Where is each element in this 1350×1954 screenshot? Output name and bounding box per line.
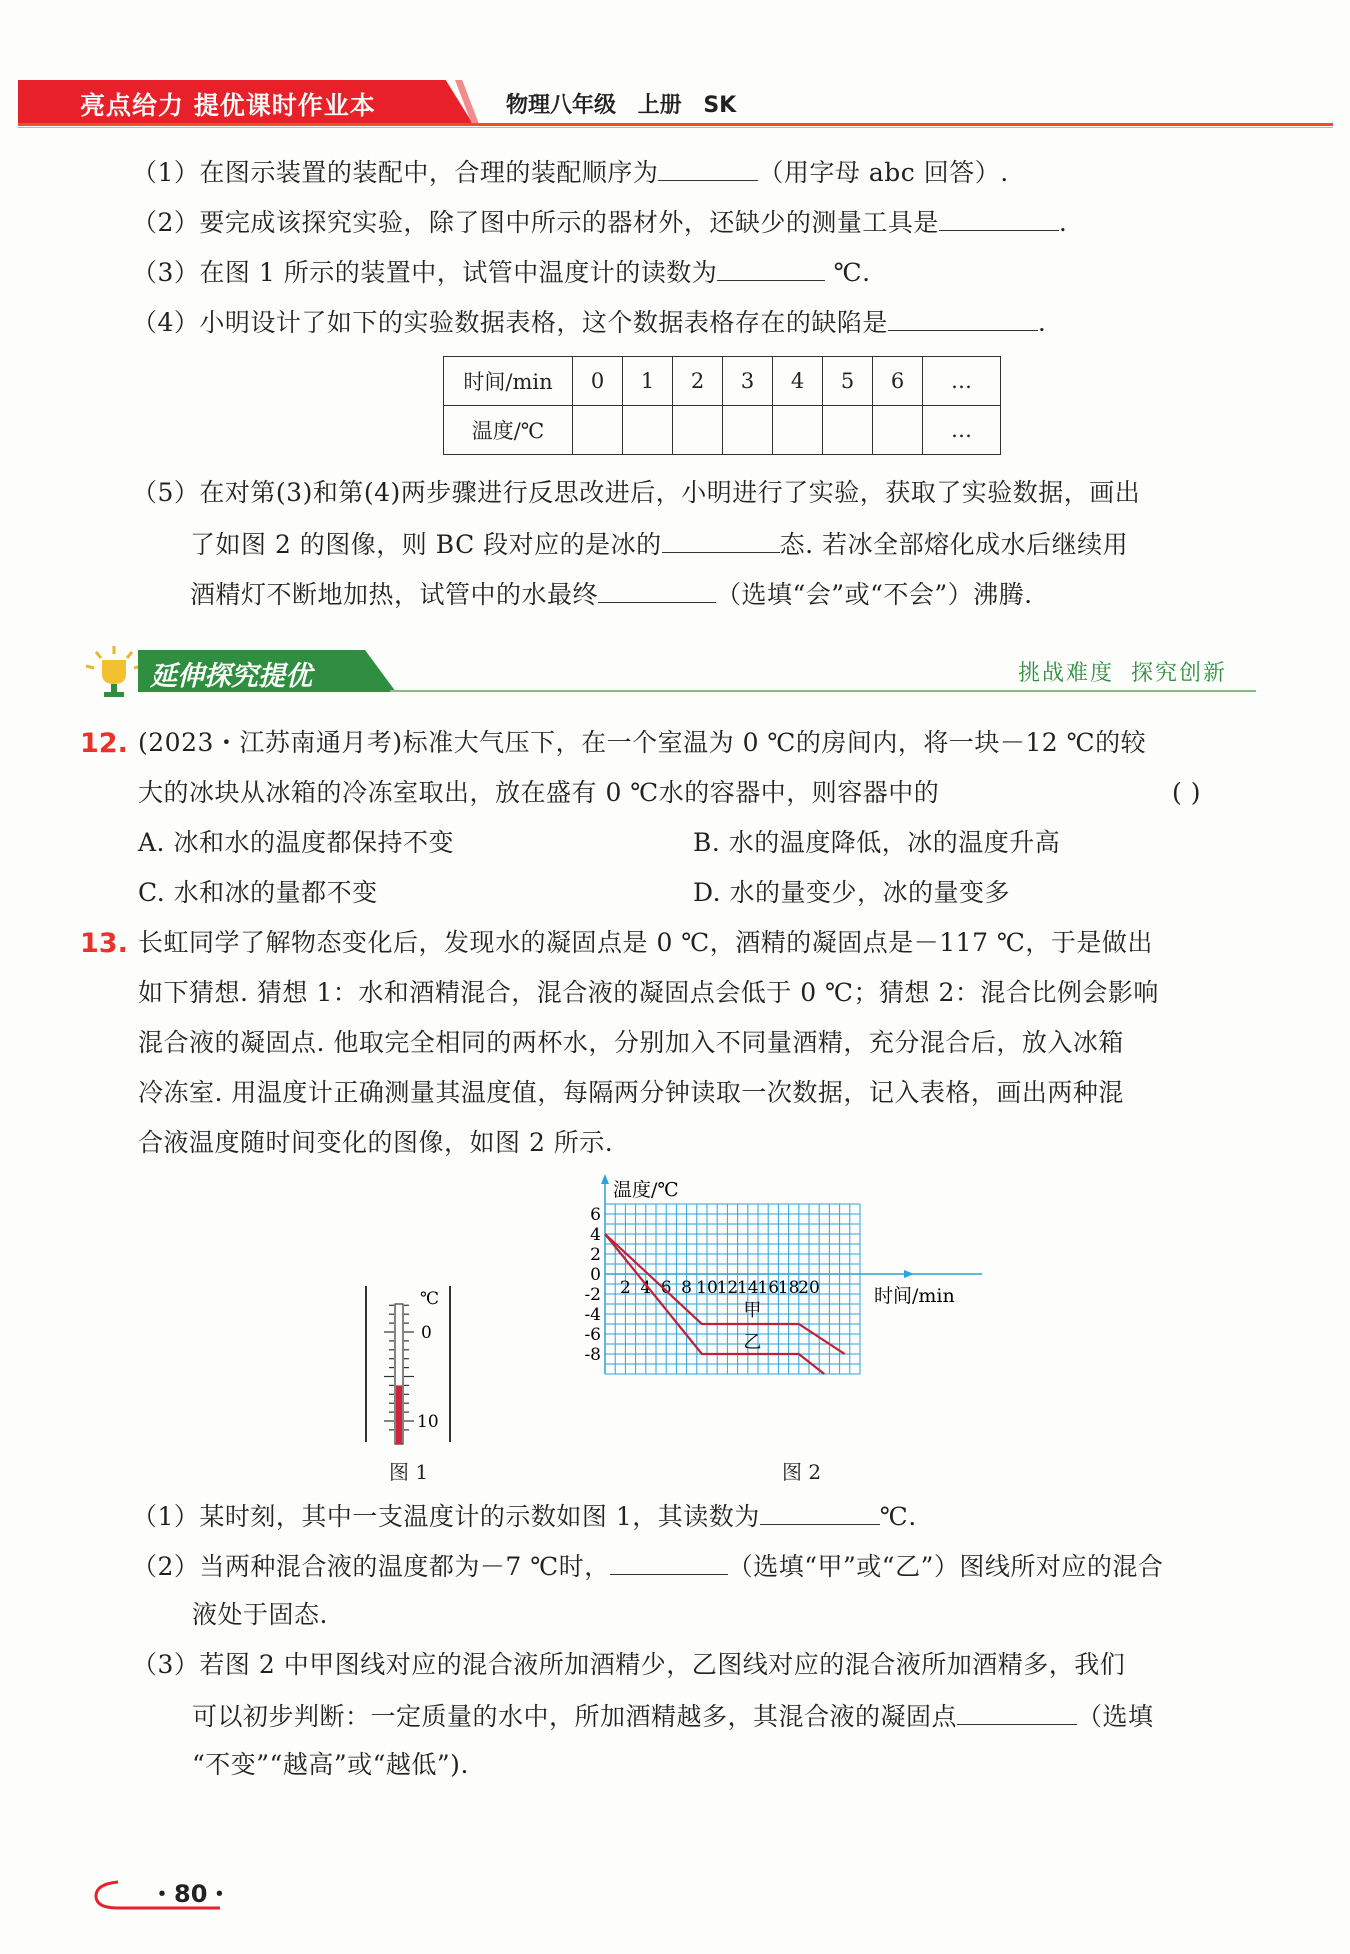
- option-a[interactable]: A. 冰和水的温度都保持不变: [138, 828, 454, 857]
- chart-series-label: 甲: [743, 1300, 762, 1321]
- table-cell: 1: [623, 357, 673, 406]
- option-c[interactable]: C. 水和冰的量都不变: [138, 878, 378, 907]
- q11-part2: [132, 204, 1067, 240]
- chart-y-axis-arrow: [601, 1174, 609, 1184]
- table-cell[interactable]: [873, 406, 923, 455]
- q13-part3-text-end: （选填: [1077, 1702, 1154, 1731]
- q13-part3-text: 可以初步判断：一定质量的水中，所加酒精越多，其混合液的凝固点: [192, 1702, 958, 1731]
- chart-y-tick-label: 6: [590, 1205, 601, 1225]
- option-b[interactable]: B. 水的温度降低，冰的温度升高: [693, 828, 1061, 857]
- table-cell: 0: [573, 357, 623, 406]
- q13-part1: [132, 1498, 917, 1534]
- chart-x-tick-label: 20: [798, 1278, 820, 1298]
- table-cell: …: [923, 357, 1001, 406]
- q13-part3-line2: [192, 1698, 1154, 1734]
- q11-part3-text: （3）在图 1 所示的装置中，试管中温度计的读数为: [132, 258, 718, 287]
- q12-line2: 大的冰块从冰箱的冷冻室取出，放在盛有 0 ℃水的容器中，则容器中的: [138, 778, 940, 807]
- answer-blank[interactable]: [662, 526, 780, 553]
- answer-blank[interactable]: [760, 1498, 880, 1525]
- temperature-time-chart: [560, 1174, 1060, 1450]
- header-rule-thin: [18, 127, 1333, 128]
- table-cell[interactable]: [773, 406, 823, 455]
- q11-part2-text: （2）要完成该探究实验，除了图中所示的器材外，还缺少的测量工具是: [132, 208, 939, 237]
- chart-x-tick-label: 2: [619, 1278, 631, 1298]
- section-tagline: 挑战难度 探究创新: [1018, 661, 1227, 686]
- answer-blank[interactable]: [598, 576, 716, 603]
- table-cell: 2: [673, 357, 723, 406]
- table-cell[interactable]: [573, 406, 623, 455]
- q13-part2-text-end: （选填“甲”或“乙”）图线所对应的混合: [727, 1552, 1164, 1581]
- data-table: [443, 356, 1001, 455]
- thermometer-liquid: [396, 1385, 402, 1444]
- question-number: 13.: [80, 928, 128, 959]
- chart-y-axis-title: 温度/℃: [613, 1179, 679, 1201]
- table-row: [444, 406, 1001, 455]
- table-header-cell: 时间/min: [444, 357, 573, 406]
- table-cell[interactable]: [623, 406, 673, 455]
- q13-line2: 如下猜想. 猜想 1：水和酒精混合，混合液的凝固点会低于 0 ℃；猜想 2：混合比例会影响: [138, 978, 1159, 1007]
- q11-part5-text-end: 态. 若冰全部熔化成水后继续用: [779, 530, 1129, 559]
- q11-part4-text: （4）小明设计了如下的实验数据表格，这个数据表格存在的缺陷是: [132, 308, 888, 337]
- question-number: 12.: [80, 728, 128, 759]
- q11-part5-line2: [190, 526, 1128, 562]
- trophy-icon: [82, 644, 146, 700]
- chart-x-tick-label: 8: [681, 1278, 693, 1298]
- page-number: ・80・: [150, 1880, 232, 1908]
- answer-blank[interactable]: [610, 1548, 728, 1575]
- chart-y-tick-label: -4: [584, 1305, 601, 1325]
- q13-part1-text: （1）某时刻，其中一支温度计的示数如图 1，其读数为: [132, 1502, 760, 1531]
- chart-series-label: 乙: [743, 1332, 762, 1353]
- q13-line1: 长虹同学了解物态变化后，发现水的凝固点是 0 ℃，酒精的凝固点是－117 ℃，于是做出: [138, 928, 1153, 957]
- chart-y-tick-label: 0: [590, 1265, 601, 1285]
- chart-y-tick-label: -2: [584, 1285, 601, 1305]
- q13-part3-line3: “不变”“越高”或“越低”).: [192, 1750, 469, 1779]
- q11-part5-text-end: （选填“会”或“不会”）沸腾.: [716, 580, 1033, 609]
- thermometer-figure: [352, 1280, 462, 1450]
- thermometer-unit: ℃: [420, 1289, 440, 1309]
- table-cell[interactable]: [673, 406, 723, 455]
- chart-y-tick-label: -8: [584, 1345, 601, 1365]
- q11-part3-unit: ℃.: [833, 258, 871, 287]
- figure1-caption: 图 1: [389, 1460, 429, 1484]
- table-cell[interactable]: [723, 406, 773, 455]
- q13-line4: 冷冻室. 用温度计正确测量其温度值，每隔两分钟读取一次数据，记入表格，画出两种混: [138, 1078, 1124, 1107]
- table-cell: …: [923, 406, 1001, 455]
- q11-part5-line1: （5）在对第(3)和第(4)两步骤进行反思改进后，小明进行了实验，获取了实验数据，画出: [132, 478, 1141, 507]
- q11-part1: [132, 154, 1009, 190]
- section-title: 延伸探究提优: [150, 661, 312, 692]
- chart-x-tick-label: 16: [757, 1278, 780, 1298]
- q11-part4-end: .: [1037, 308, 1047, 337]
- option-d[interactable]: D. 水的量变少，冰的量变多: [693, 878, 1011, 907]
- answer-blank[interactable]: [957, 1698, 1077, 1725]
- q11-part1-text: （1）在图示装置的装配中，合理的装配顺序为: [132, 158, 659, 187]
- q12-line1: (2023・江苏南通月考)标准大气压下，在一个室温为 0 ℃的房间内，将一块－12 ℃的较: [138, 728, 1147, 757]
- q11-part3: [132, 254, 871, 290]
- figure2-caption: 图 2: [782, 1460, 822, 1484]
- thermometer-label-0: 0: [421, 1323, 432, 1343]
- q13-part2-line2: 液处于固态.: [192, 1600, 328, 1629]
- chart-y-tick-label: -6: [584, 1325, 601, 1345]
- q11-part1-text-end: （用字母 abc 回答）.: [758, 158, 1009, 187]
- book-subtitle: 物理八年级 上册 SK: [506, 93, 737, 118]
- table-cell: 4: [773, 357, 823, 406]
- q13-part3-line1: （3）若图 2 中甲图线对应的混合液所加酒精少，乙图线对应的混合液所加酒精多，我们: [132, 1650, 1126, 1679]
- thermometer-label-10: 10: [417, 1412, 439, 1432]
- q13-part1-unit: ℃.: [879, 1502, 917, 1531]
- q11-part5-text: 酒精灯不断地加热，试管中的水最终: [190, 580, 599, 609]
- table-cell: 6: [873, 357, 923, 406]
- table-row: [444, 357, 1001, 406]
- section-rule: [390, 690, 1256, 692]
- chart-y-tick-label: 4: [590, 1225, 601, 1245]
- q11-part5-line3: [190, 576, 1033, 612]
- q11-part2-end: .: [1058, 208, 1068, 237]
- q11-part5-text: 了如图 2 的图像，则 BC 段对应的是冰的: [190, 530, 662, 559]
- q13-line5: 合液温度随时间变化的图像，如图 2 所示.: [138, 1128, 614, 1157]
- chart-y-tick-label: 2: [590, 1245, 601, 1265]
- answer-blank[interactable]: [939, 204, 1059, 231]
- answer-paren[interactable]: ( ): [1172, 778, 1201, 807]
- answer-blank[interactable]: [658, 154, 758, 181]
- chart-x-tick-label: 4: [640, 1278, 652, 1298]
- table-cell: 3: [723, 357, 773, 406]
- table-cell: 5: [823, 357, 873, 406]
- q11-part4: [132, 304, 1046, 340]
- chart-x-axis-title: 时间/min: [874, 1285, 955, 1307]
- table-header-cell: 温度/℃: [444, 406, 573, 455]
- chart-x-tick-label: 14: [736, 1278, 759, 1298]
- chart-x-tick-label: 12: [716, 1278, 739, 1298]
- answer-blank[interactable]: [717, 254, 825, 281]
- chart-x-tick-label: 10: [696, 1278, 718, 1298]
- table-cell[interactable]: [823, 406, 873, 455]
- chart-x-tick-label: 6: [660, 1278, 672, 1298]
- header-rule: [18, 123, 1333, 126]
- q13-part2: [132, 1548, 1163, 1584]
- q13-line3: 混合液的凝固点. 他取完全相同的两杯水，分别加入不同量酒精，充分混合后，放入冰箱: [138, 1028, 1124, 1057]
- q13-part2-text: （2）当两种混合液的温度都为－7 ℃时，: [132, 1552, 610, 1581]
- chart-x-axis-arrow: [904, 1270, 914, 1278]
- chart-x-tick-label: 18: [777, 1278, 800, 1298]
- answer-blank[interactable]: [888, 304, 1038, 331]
- book-title: 亮点给力 提优课时作业本: [80, 91, 376, 120]
